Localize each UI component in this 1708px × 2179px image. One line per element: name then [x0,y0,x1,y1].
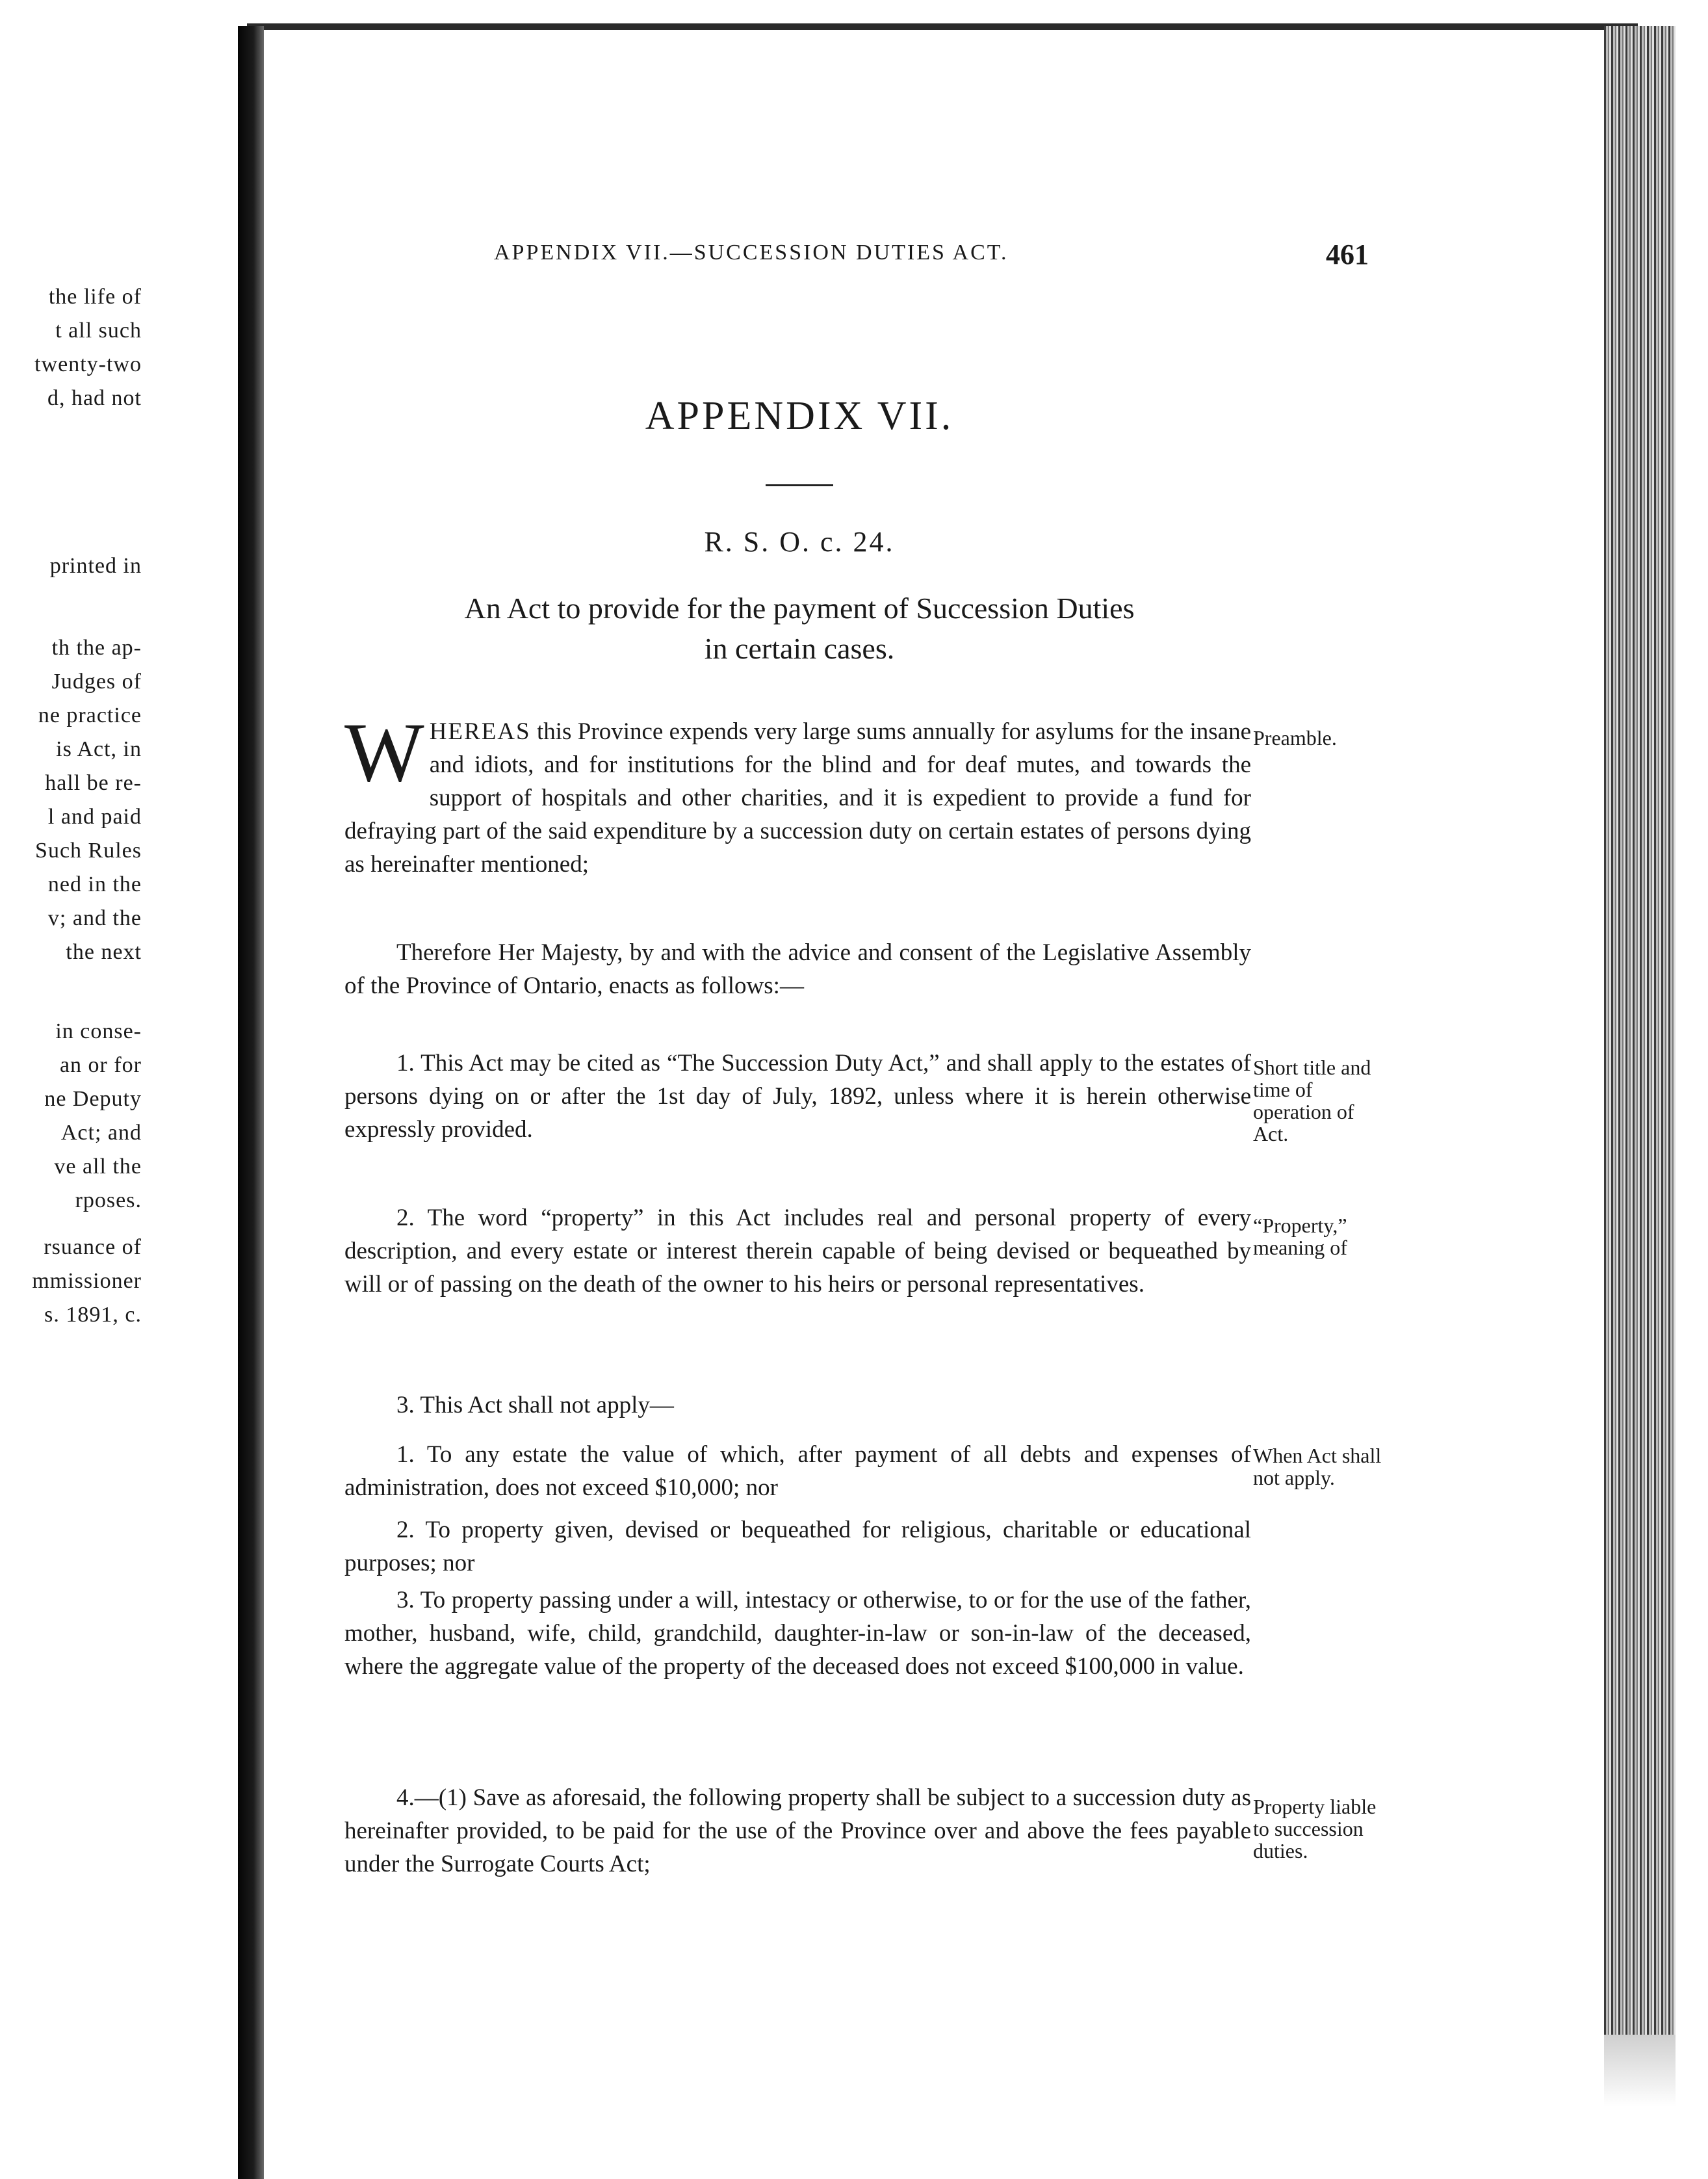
page-top-edge [247,23,1638,30]
facing-page-line: the next [66,940,142,964]
act-title [338,588,1261,669]
page-edges [1604,26,1676,2035]
book-spine [238,26,264,2179]
title-rule [766,484,833,486]
drop-cap: W [344,706,424,800]
facing-page-line: Act; and [60,1121,142,1145]
act-title-line-2: in certain cases. [704,632,895,665]
facing-page-line: Judges of [51,670,142,694]
facing-page-line: printed in [49,554,142,578]
section-3-clause-3: 3. To property passing under a will, intestacy or otherwise, to or for the use of the father, mother, husband, wife, child, grandchild, daughter-in-law or son-in-law of the deceased, where the aggregate value of the property of the deceased does not exceed $100,000 in value. [344,1587,1251,1680]
appendix-title: APPENDIX VII. [645,394,954,438]
facing-page-line: v; and the [47,906,142,930]
section-1: 1. This Act may be cited as “The Succession Duty Act,” and shall apply to the estates of persons dying on or after the 1st day of July, 1892, unless where it is herein otherwise expressly provided. [344,1050,1251,1143]
facing-page-line: mmissioner [32,1269,142,1293]
facing-page-line: the life of [48,285,142,309]
facing-page-line: is Act, in [56,737,142,761]
page-edges-fade [1604,2035,1676,2106]
facing-page-line: an or for [59,1053,142,1077]
preamble-text: this Province expends very large sums annually for asylums for the insane and idiots, and for institutions for the blind and for deaf mutes, and towards the support of hospitals and other charities, and it is expedient to provide a fund for defraying part of the said expenditure by a succession duty on certain estates of persons dying as hereinafter mentioned; [344,718,1251,878]
facing-page-line: l and paid [47,805,142,829]
facing-page-line: th the ap- [51,636,142,660]
margin-note-preamble: Preamble. [1253,726,1337,750]
section-3-intro: 3. This Act shall not apply— [396,1392,674,1418]
facing-page-line: t all such [55,319,142,343]
facing-page-line: ve all the [54,1155,142,1179]
enacting-clause: Therefore Her Majesty, by and with the advice and consent of the Legislative Assembly of the Province of Ontario, enacts as follows:— [344,939,1251,999]
section-3-clause-2: 2. To property given, devised or bequeathed for religious, charitable or educational purposes; nor [344,1517,1251,1576]
facing-page-text [0,0,156,2179]
margin-note-when-act: When Act shall not apply. [1253,1444,1382,1489]
facing-page-line: s. 1891, c. [44,1303,142,1327]
margin-note-short-title: Short title and time of operation of Act. [1253,1056,1371,1145]
facing-page-line: rposes. [75,1188,142,1212]
act-title-line-1: An Act to provide for the payment of Succession Duties [464,592,1135,625]
margin-note-property: “Property,” meaning of [1253,1214,1347,1259]
facing-page-line: rsuance of [44,1235,142,1259]
statute-reference: R. S. O. c. 24. [704,526,895,558]
running-header: APPENDIX VII.—SUCCESSION DUTIES ACT. [494,241,1009,265]
preamble-first-word: HEREAS [429,718,531,745]
section-3-clause-1: 1. To any estate the value of which, after payment of all debts and expenses of administration, does not exceed $10,000; nor [344,1441,1251,1501]
page-number: 461 [1326,239,1369,270]
facing-page-line: ne Deputy [44,1087,142,1111]
section-2: 2. The word “property” in this Act includes real and personal property of every description, and every estate or interest therein capable of being devised or bequeathed by will or of passing on the death of the owner to his heirs or personal representatives. [344,1205,1251,1298]
facing-page-line: ne practice [38,703,142,727]
facing-page-line: twenty-two [34,352,142,376]
facing-page-line: ned in the [47,872,142,896]
facing-page-line: in conse- [55,1019,142,1043]
margin-note-property-liable: Property liable to succession duties. [1253,1795,1377,1862]
facing-page-line: hall be re- [45,771,142,795]
preamble [344,706,1251,881]
facing-page-line: Such Rules [35,839,142,863]
facing-page-line: d, had not [47,386,142,410]
section-4: 4.—(1) Save as aforesaid, the following property shall be subject to a succession duty as hereinafter provided, to be paid for the use of the Province over and above the fees payable under the Surrogate Courts Act; [344,1784,1251,1877]
